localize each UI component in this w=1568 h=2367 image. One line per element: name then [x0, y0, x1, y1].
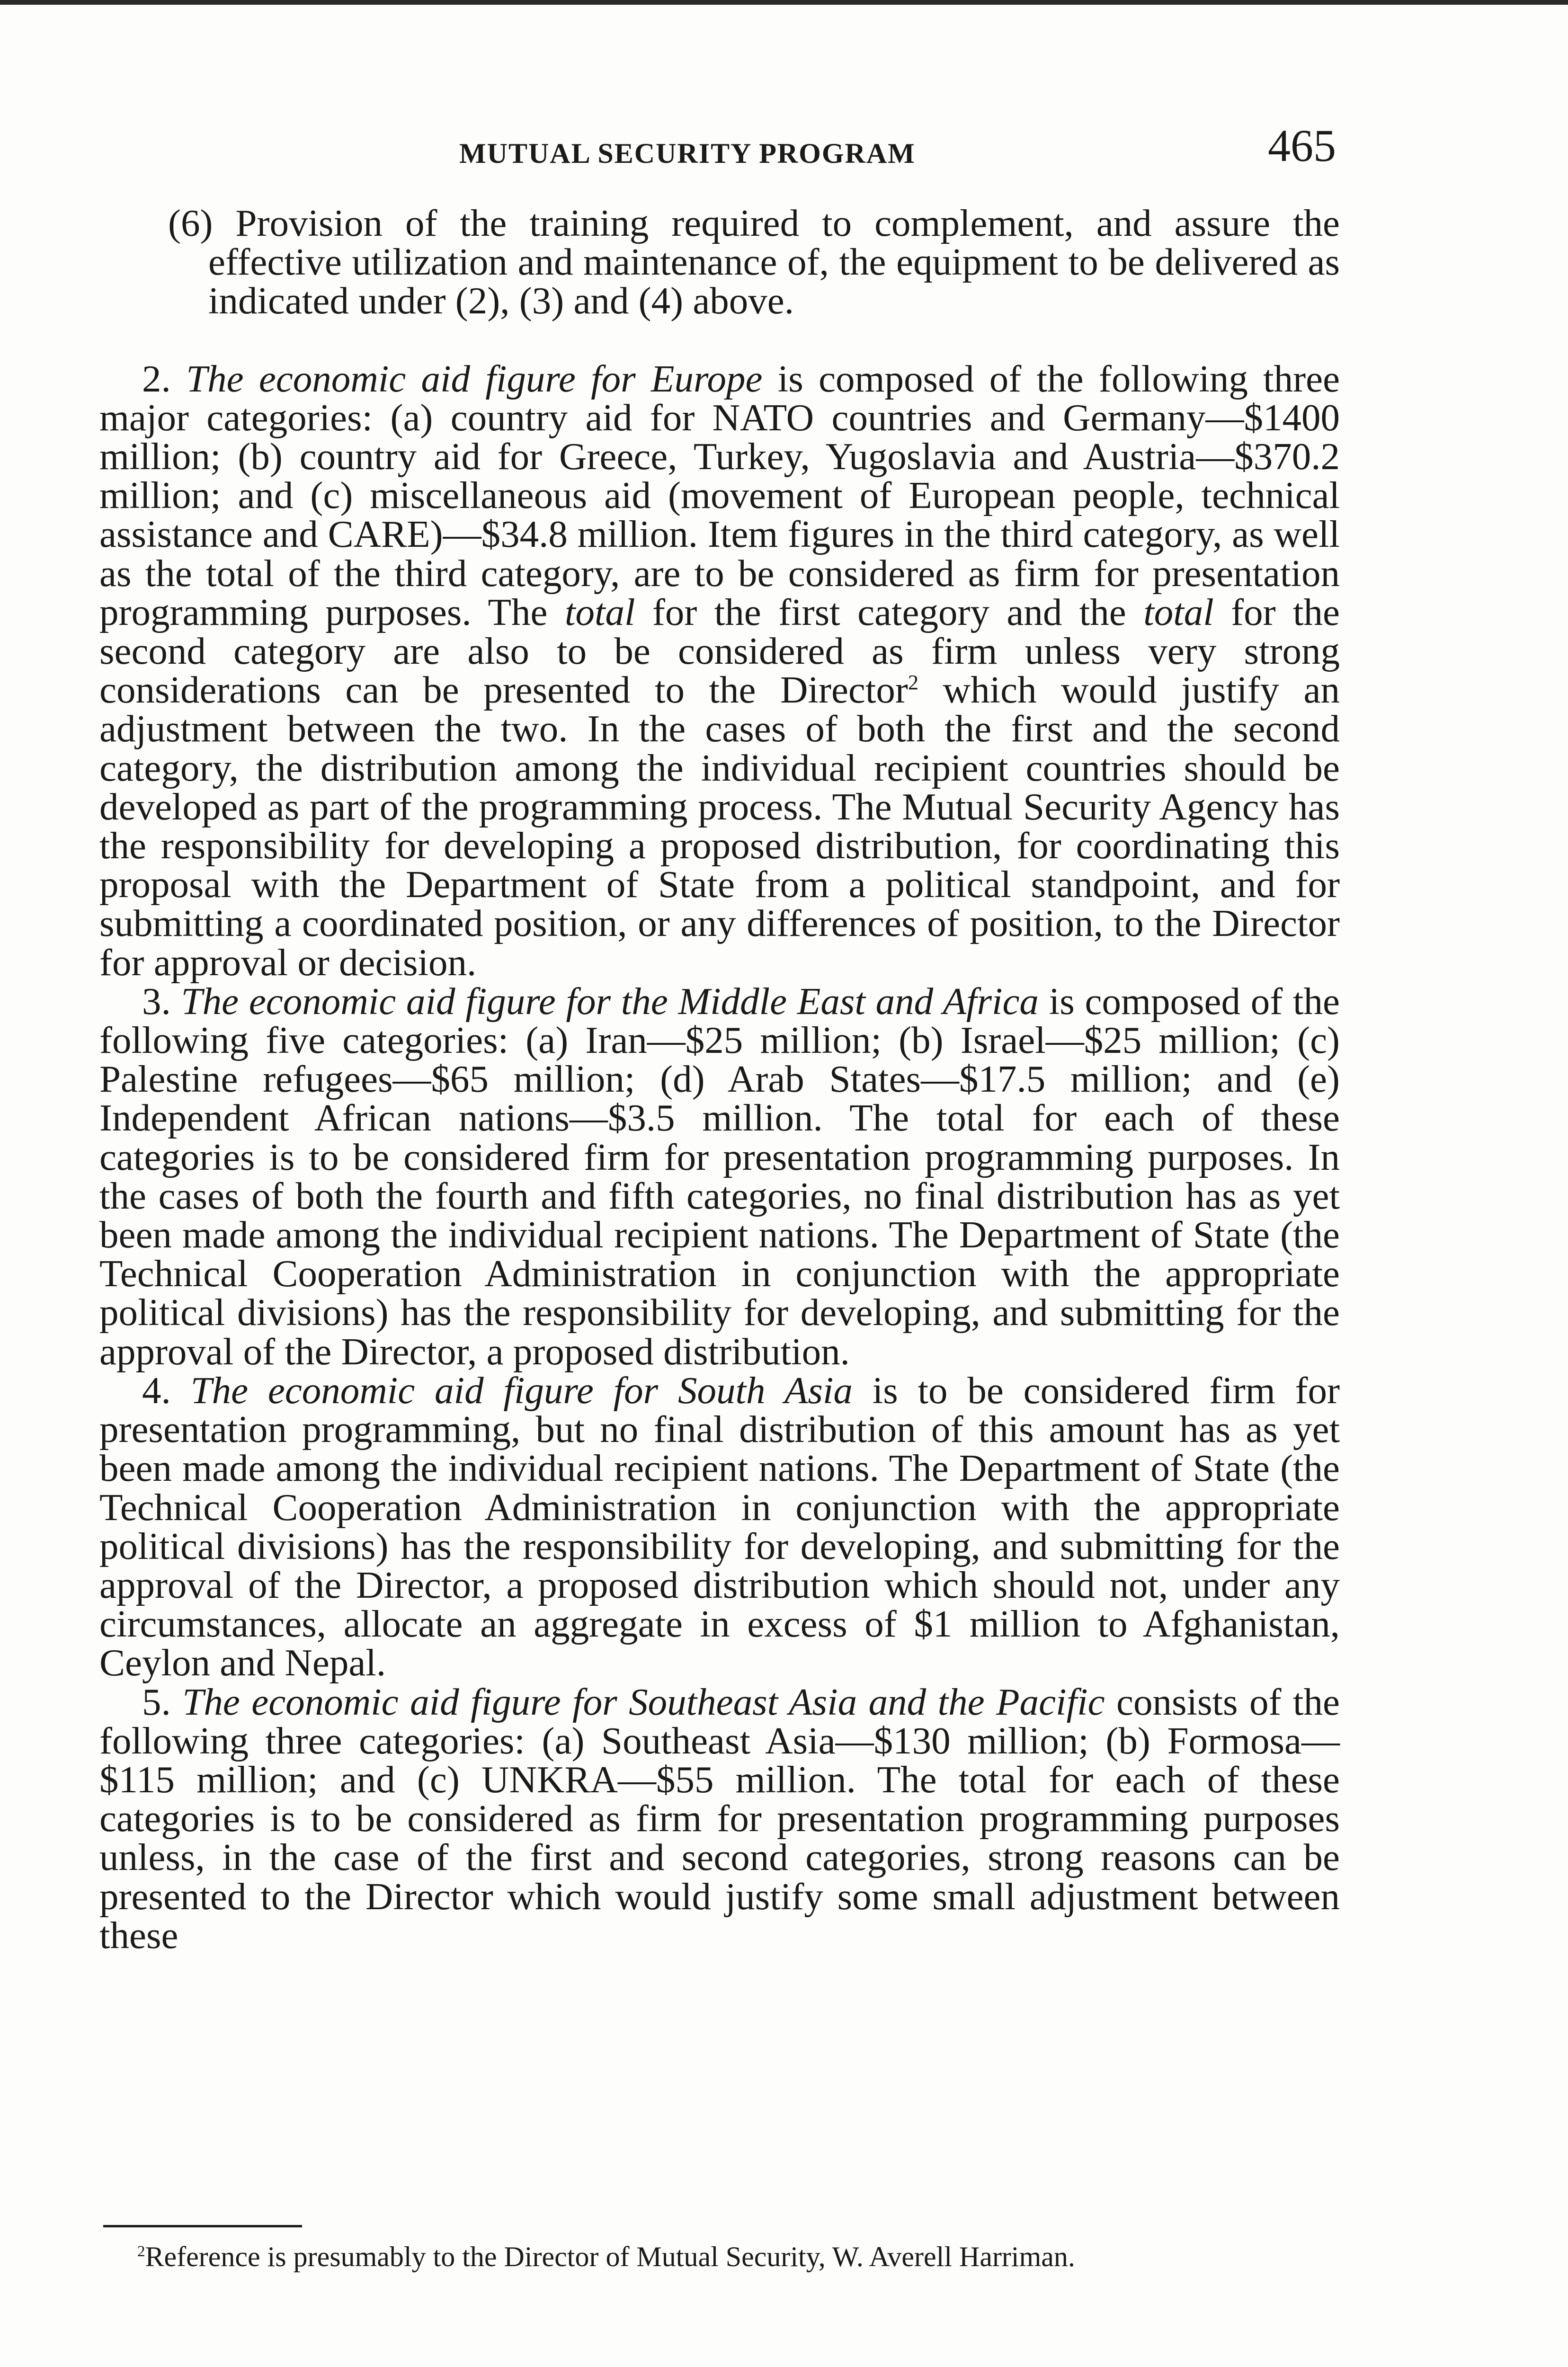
paragraph-4-number: 4.: [142, 1369, 191, 1412]
paragraph-2-text-a: is composed of the following three major categories: (a) country aid for NATO countries and Germany—$1400 million; (b) country aid for Greece, Turkey, Yugoslavia and Austria—$370.2 million; and (c) miscellaneous aid (movement of European people, technical assistance and CARE)—$34.8 million. Item figures in the third category, as well as the total of the third category, are to be considered as firm for presentation programming purposes. The: [99, 357, 1340, 633]
paragraph-4-text: is to be considered firm for presentation programming, but no final distribution of this amount has as yet been made among the individual recipient nations. The Department of State (the Technical Cooperation Administration in conjunction with the appropriate political divisions) has the responsibility for developing, and submitting for the approval of the Director, a proposed distribution which should not, under any circumstances, allocate an aggregate in excess of $1 million to Afghanistan, Ceylon and Nepal.: [99, 1369, 1340, 1684]
paragraph-2-text-b: for the first category and the: [635, 590, 1144, 633]
paragraph-3-text: is composed of the following five categories: (a) Iran—$25 million; (b) Israel—$25 million; (c) Palestine refugees—$65 million; (d) Arab States—$17.5 million; and (e) Independent African nations—$3.5 million. The total for each of these categories is to be considered firm for presentation programming purposes. In the cases of both the fourth and fifth categories, no final distribution has as yet been made among the individual recipient nations. The Department of State (the Technical Cooperation Administration in conjunction with the appropriate political divisions) has the responsibility for developing, and submitting for the approval of the Director, a proposed distribution.: [99, 979, 1340, 1373]
paragraph-5-title: The economic aid figure for Southeast Asia and the Pacific: [182, 1680, 1105, 1723]
paragraph-3: [99, 979, 1340, 1373]
footnote-marker: 2: [137, 2243, 145, 2260]
paragraph-2-text-c: for the second category are also to be considered as firm unless very strong considerations can be presented to the Director: [99, 590, 1340, 712]
paragraph-2-total-2: total: [1143, 590, 1214, 633]
footnote-reference: 2: [908, 670, 919, 694]
body-text: [99, 204, 1340, 1955]
page-number: 465: [1268, 120, 1336, 171]
footnote-text: Reference is presumably to the Director of Mutual Security, W. Averell Harriman.: [145, 2241, 1075, 2272]
paragraph-item-6: (6) Provision of the training required to complement, and assure the effective utilization and maintenance of, the equipment to be delivered as indicated under (2), (3) and (4) above.: [168, 202, 1340, 322]
paragraph-5: [99, 1682, 1340, 1955]
paragraph-5-number: 5.: [142, 1680, 183, 1723]
running-head: MUTUAL SECURITY PROGRAM: [459, 138, 916, 169]
paragraph-4-title: The economic aid figure for South Asia: [190, 1369, 853, 1412]
top-edge-rule: [0, 0, 1568, 5]
paragraph-4: [99, 1371, 1340, 1682]
paragraph-2: [99, 359, 1340, 982]
paragraph-5-text: consists of the following three categories: (a) Southeast Asia—$130 million; (b) Formosa—$115 million; and (c) UNKRA—$55 million. The total for each of these categories is to be considered as firm for presentation programming purposes unless, in the case of the first and second categories, strong reasons can be presented to the Director which would justify some small adjustment between these: [99, 1680, 1340, 1957]
paragraph-2-title: The economic aid figure for Europe: [186, 357, 763, 400]
footnote-divider: [103, 2225, 302, 2227]
paragraph-3-title: The economic aid figure for the Middle East and Africa: [181, 979, 1039, 1023]
paragraph-2-total-1: total: [564, 590, 635, 633]
paragraph-3-number: 3.: [142, 979, 181, 1023]
paragraph-2-number: 2.: [142, 357, 187, 400]
paragraph-2-text-d: which would justify an adjustment between the two. In the cases of both the first and the second category, the distribution among the individual recipient countries should be developed as part of the programming process. The Mutual Security Agency has the responsibility for developing a proposed distribution, for coordinating this proposal with the Department of State from a political standpoint, and for submitting a coordinated position, or any differences of position, to the Director for approval or decision.: [99, 668, 1340, 984]
footnote: [137, 2240, 1349, 2273]
